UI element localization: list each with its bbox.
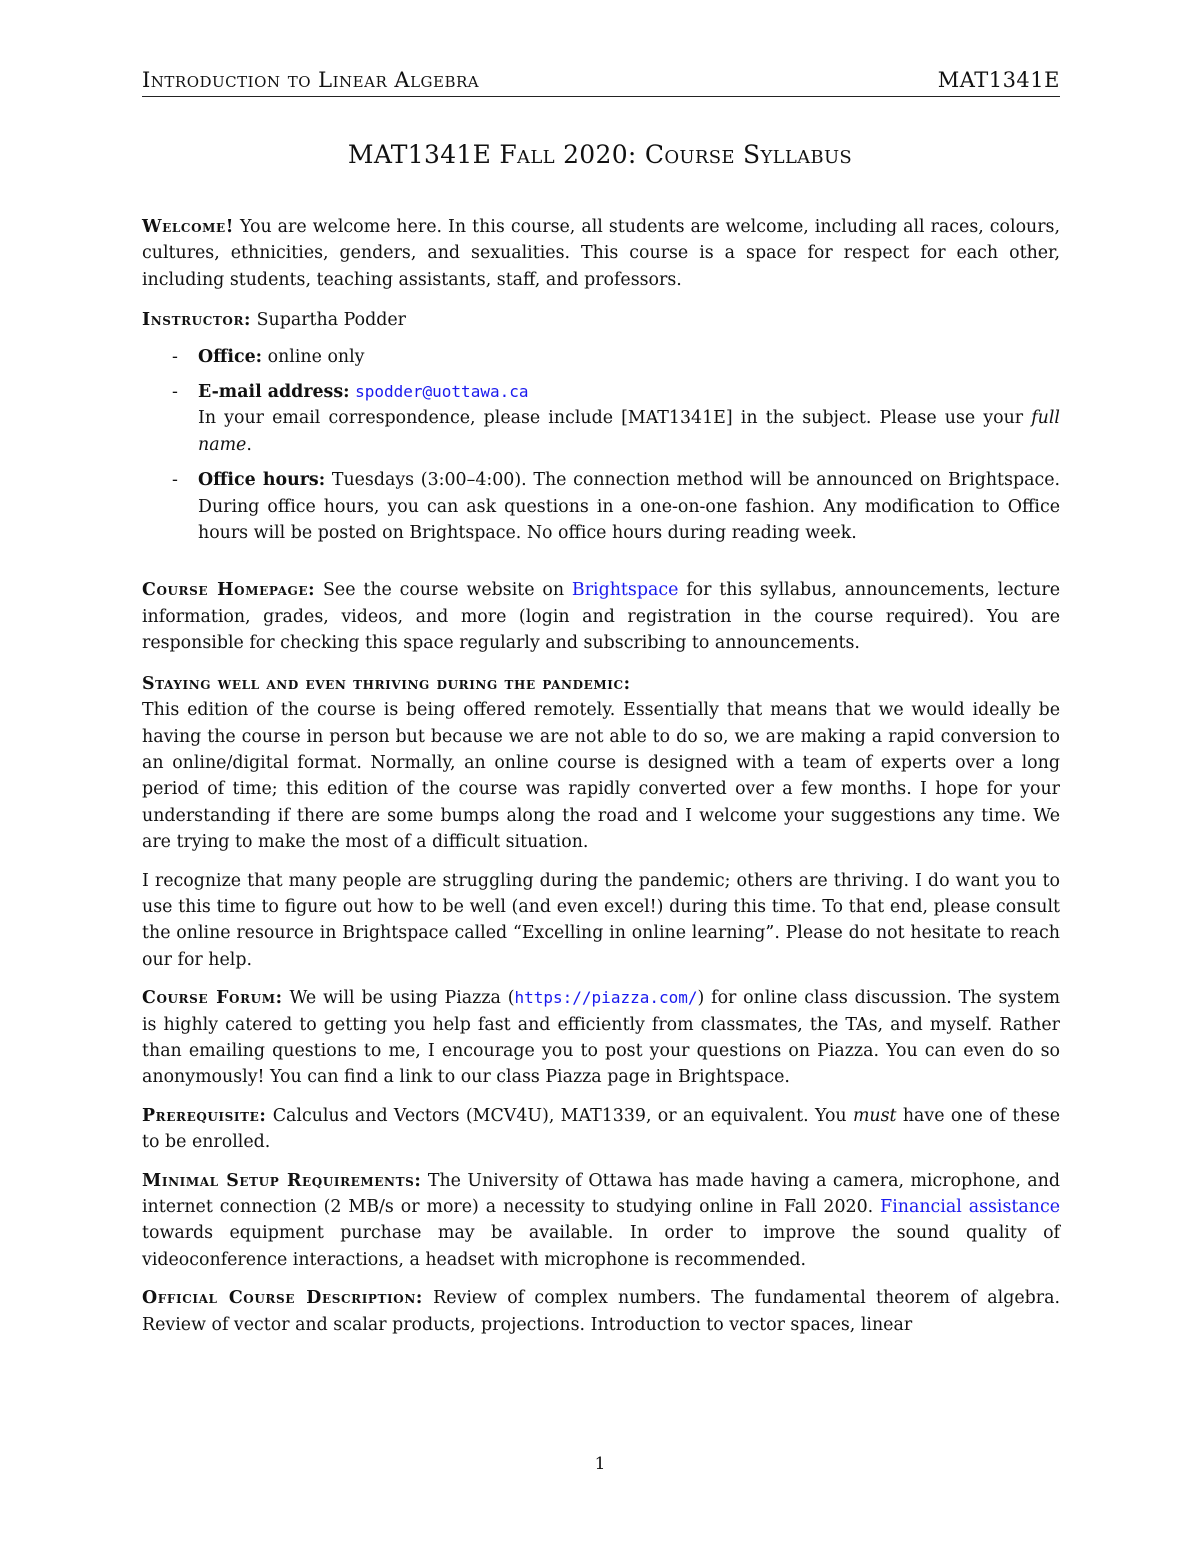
email-link[interactable]: spodder@uottawa.ca bbox=[355, 382, 529, 402]
piazza-link[interactable]: https://piazza.com/ bbox=[514, 988, 698, 1008]
brightspace-link[interactable]: Brightspace bbox=[571, 580, 679, 601]
instructor-name: Supartha Podder bbox=[256, 310, 406, 331]
setup-paragraph bbox=[142, 1168, 1060, 1274]
prerequisite-pre: Calculus and Vectors (MCV4U), MAT1339, or an equivalent. You bbox=[272, 1105, 847, 1126]
setup-post: towards equipment purchase may be available. In order to improve the sound quality of videoconference interactions, a headset with microphone is recommended. bbox=[142, 1223, 1060, 1270]
email-note-end: . bbox=[246, 434, 252, 455]
description-paragraph bbox=[142, 1285, 1060, 1338]
page-title: MAT1341E Fall 2020: Course Syllabus bbox=[347, 140, 853, 169]
staying-well-paragraph-2: I recognize that many people are struggling during the pandemic; others are thriving. I do want you to use this time to figure out how to be well (and even excel!) during this time. To that end, please consult the online resource in Brightspace called “Excelling in online learning”. Please do not hesitate to reach our for help. bbox=[142, 870, 1060, 970]
instructor-heading: Instructor: bbox=[142, 310, 252, 331]
office-label: Office: bbox=[198, 346, 263, 367]
financial-assistance-link[interactable]: Financial assistance bbox=[880, 1197, 1060, 1217]
staying-well-heading-line bbox=[142, 671, 1060, 697]
office-item: - Office: online only bbox=[172, 346, 365, 367]
instructor-details bbox=[142, 344, 1060, 547]
email-label: E-mail address: bbox=[198, 382, 350, 403]
email-note-emphasis: full name bbox=[198, 408, 1060, 455]
instructor-line bbox=[142, 307, 1060, 333]
staying-well-heading: Staying well and even thriving during the pandemic: bbox=[142, 673, 631, 694]
welcome-text: You are welcome here. In this course, all students are welcome, including all races, colours, cultures, ethnicities, genders, and sexualities. This course is a space for respect for each other, including students, teaching assistants, staff, and professors. bbox=[142, 217, 1061, 290]
homepage-paragraph bbox=[142, 577, 1060, 656]
running-header bbox=[142, 66, 1060, 97]
prerequisite-paragraph bbox=[142, 1103, 1060, 1156]
email-item: - E-mail address: spodder@uottawa.ca In your email correspondence, please include [MAT1341E] in the subject. Please use your full name. bbox=[172, 382, 1060, 455]
forum-post: ) for online class discussion. The system is highly catered to getting you help fast and efficiently from classmates, the TAs, and myself. Rather than emailing questions to me, I encourage you to post your questions on Piazza. You can even do so anonymously! You can find a link to our class Piazza page in Brightspace. bbox=[142, 988, 1060, 1088]
syllabus-body bbox=[142, 214, 1060, 1338]
homepage-pre: See the course website on bbox=[322, 580, 565, 601]
description-heading: Official Course Description: bbox=[142, 1288, 423, 1309]
staying-well-paragraph-1: This edition of the course is being offered remotely. Essentially that means that we would ideally be having the course in person but because we are not able to do so, we are making a rapid conversion to an online/digital format. Normally, an online course is designed with a team of experts over a long period of time; this edition of the course was rapidly converted over a few months. I hope for your understanding if there are some bumps along the road and I welcome your suggestions any time. We are trying to make the most of a difficult situation. bbox=[142, 700, 1060, 853]
setup-pre: The University of Ottawa has made having a camera, microphone, and internet connection (2 MB/s or more) a necessity to studying online in Fall 2020. bbox=[142, 1170, 1060, 1217]
setup-heading: Minimal Setup Requirements: bbox=[142, 1170, 422, 1191]
welcome-heading: Welcome! bbox=[142, 217, 234, 237]
forum-paragraph bbox=[142, 985, 1060, 1091]
page-number: 1 bbox=[594, 1454, 606, 1474]
office-hours-item: - Office hours: Tuesdays (3:00–4:00). The connection method will be announced on Brightspace. During office hours, you can ask questions in a one-on-one fashion. Any modification to Office hours will be posted on Brightspace. No office hours during reading week. bbox=[172, 470, 1061, 544]
office-hours-text: Tuesdays (3:00–4:00). The connection method will be announced on Brightspace. During office hours, you can ask questions in a one-on-one fashion. Any modification to Office hours will be posted on Brightspace. No office hours during reading week. bbox=[198, 470, 1061, 544]
email-note: In your email correspondence, please include [MAT1341E] in the subject. Please use your bbox=[198, 408, 1024, 429]
forum-pre: We will be using Piazza ( bbox=[289, 988, 515, 1009]
header-course-name: Introduction to Linear Algebra bbox=[142, 68, 480, 92]
office-hours-label: Office hours: bbox=[198, 470, 326, 491]
prerequisite-emphasis: must bbox=[852, 1105, 897, 1126]
prerequisite-post: have one of these to be enrolled. bbox=[142, 1105, 1061, 1153]
description-text: Review of complex numbers. The fundamental theorem of algebra. Review of vector and scalar products, projections. Introduction to vector spaces, linear bbox=[142, 1288, 1060, 1335]
forum-heading: Course Forum: bbox=[142, 988, 283, 1009]
prerequisite-heading: Prerequisite: bbox=[142, 1105, 267, 1126]
welcome-paragraph bbox=[142, 214, 1060, 293]
header-course-code: MAT1341E bbox=[937, 68, 1060, 92]
office-value: online only bbox=[267, 346, 365, 367]
homepage-post: for this syllabus, announcements, lecture information, grades, videos, and more (login and registration in the course required). You are responsible for checking this space regularly and subscribing to announcements. bbox=[142, 580, 1061, 654]
homepage-heading: Course Homepage: bbox=[142, 580, 316, 601]
